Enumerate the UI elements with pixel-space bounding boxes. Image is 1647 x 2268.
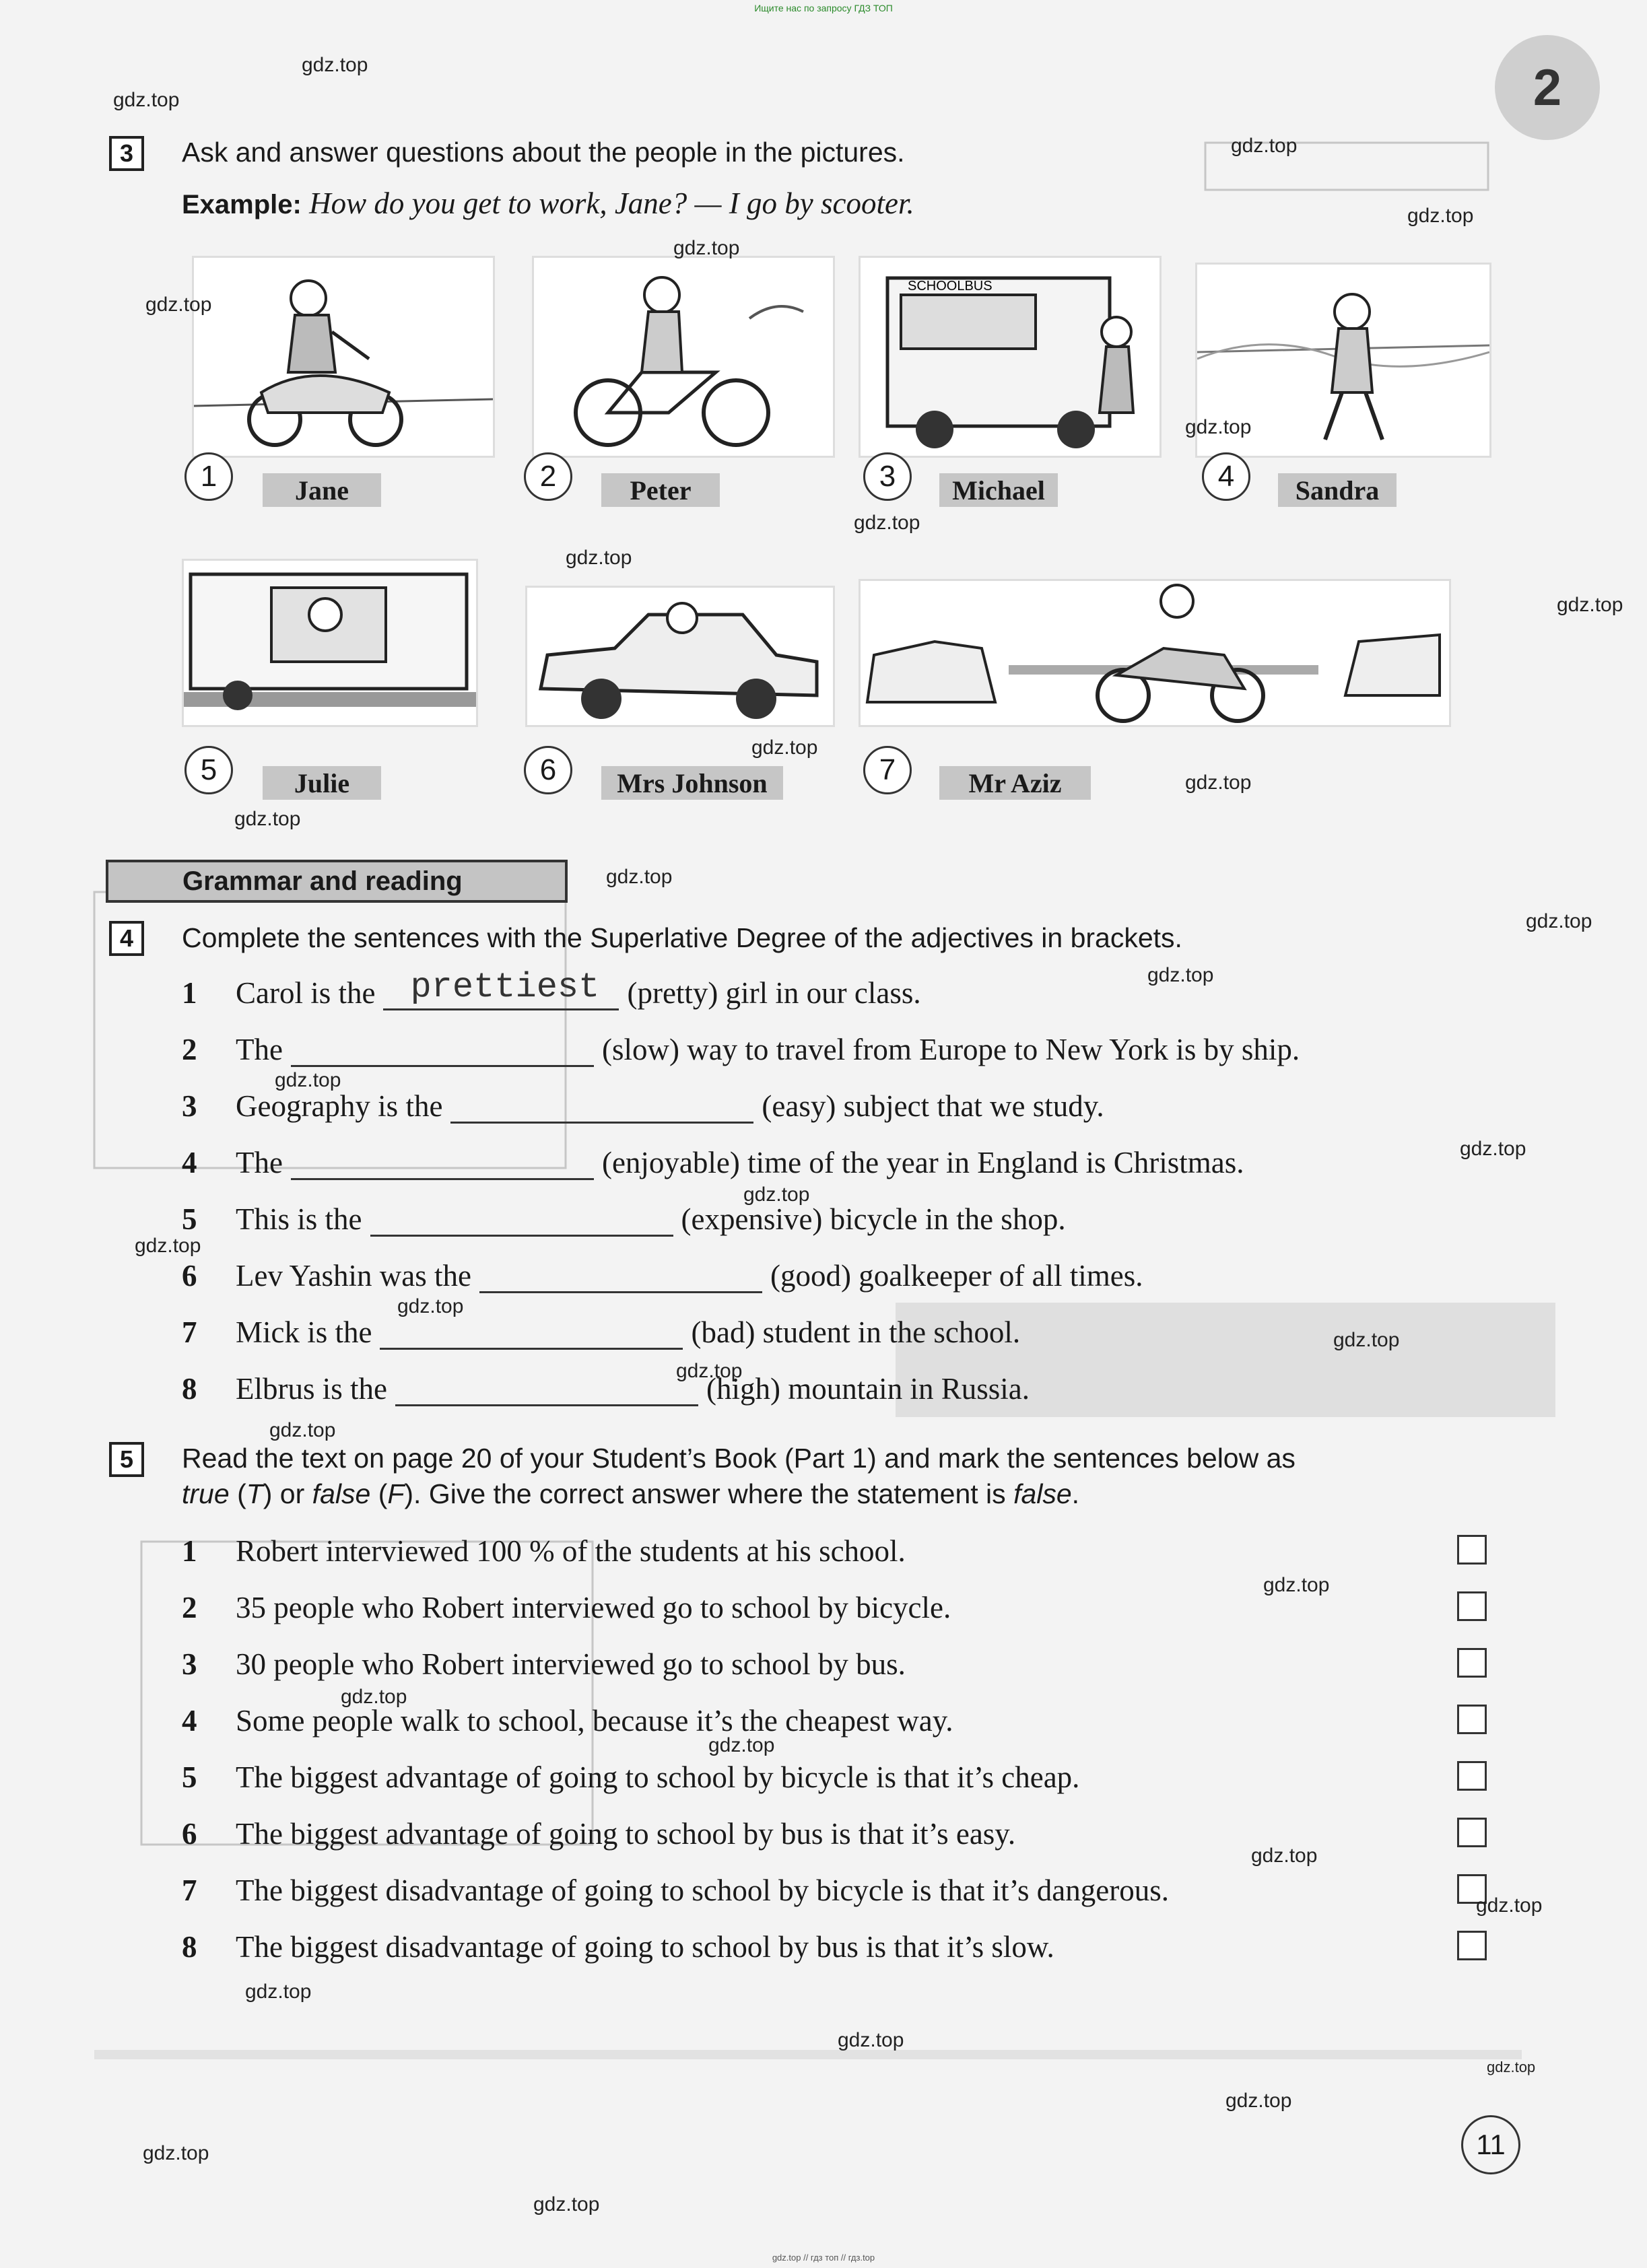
sentence-1: [182, 967, 921, 1010]
watermark: gdz.top: [135, 1235, 201, 1257]
watermark: gdz.top: [302, 54, 368, 76]
checkbox-statement-2[interactable]: [1457, 1591, 1487, 1621]
picture-number-6: 6: [524, 746, 572, 794]
exercise-3-number: 3: [109, 136, 144, 171]
watermark: gdz.top: [1526, 910, 1592, 932]
name-label-jane: Jane: [263, 473, 381, 507]
watermark: gdz.top: [1333, 1329, 1400, 1351]
picture-number-4: 4: [1202, 452, 1250, 501]
sentence-number: 8: [182, 1372, 197, 1406]
sentence-before: The: [236, 1146, 283, 1179]
watermark: gdz.top: [145, 294, 212, 316]
example-label: Example:: [182, 190, 302, 219]
sentence-number: 6: [182, 1259, 197, 1293]
watermark: gdz.top: [673, 237, 740, 259]
sentence-number: 7: [182, 1315, 197, 1349]
sentence-8: [182, 1369, 1030, 1406]
statement-4: 4 Some people walk to school, because it’s the cheapest way.: [182, 1704, 953, 1738]
sentence-4: [182, 1143, 1244, 1180]
answer-blank-6[interactable]: [479, 1256, 762, 1293]
watermark: gdz.top: [854, 512, 920, 534]
watermark: gdz.top: [397, 1295, 464, 1317]
sentence-before: Carol is the: [236, 976, 376, 1010]
answer-blank-1[interactable]: [383, 967, 619, 1010]
picture-number-3: 3: [863, 452, 912, 501]
sentence-after: (high) mountain in Russia.: [706, 1372, 1030, 1406]
checkbox-statement-1[interactable]: [1457, 1535, 1487, 1565]
watermark: gdz.top: [533, 2193, 600, 2215]
sentence-number: 3: [182, 1089, 197, 1123]
exercise-5-instruction-line-2: true (T) or false (F). Give the correct answer where the statement is false.: [182, 1478, 1080, 1509]
watermark: gdz.top: [1231, 135, 1298, 157]
checkbox-statement-5[interactable]: [1457, 1761, 1487, 1791]
picture-number-2: 2: [524, 452, 572, 501]
answer-blank-4[interactable]: [291, 1143, 594, 1180]
sentence-after: (good) goalkeeper of all times.: [770, 1259, 1143, 1293]
sentence-5: [182, 1200, 1066, 1237]
statement-1: 1 Robert interviewed 100 % of the students at his school.: [182, 1534, 906, 1568]
exercise-4-instruction: Complete the sentences with the Superlative Degree of the adjectives in brackets.: [182, 922, 1182, 953]
watermark: gdz.top: [234, 808, 301, 830]
sentence-before: Elbrus is the: [236, 1372, 387, 1406]
sentence-after: (pretty) girl in our class.: [627, 976, 921, 1010]
watermark: gdz.top: [1251, 1845, 1318, 1867]
answer-blank-2[interactable]: [291, 1030, 594, 1067]
sentence-after: (bad) student in the school.: [691, 1315, 1021, 1349]
scooter-illustration: [194, 258, 493, 456]
exercise-5-number: 5: [109, 1442, 144, 1477]
watermark: gdz.top: [708, 1734, 775, 1756]
watermark: gdz.top: [606, 866, 673, 888]
sentence-after: (slow) way to travel from Europe to New York is by ship.: [601, 1033, 1300, 1066]
watermark: gdz.top: [1185, 416, 1252, 438]
name-label-mrs-johnson: Mrs Johnson: [601, 766, 783, 800]
sentence-before: Mick is the: [236, 1315, 372, 1349]
watermark: gdz.top: [275, 1069, 341, 1091]
watermark: gdz.top: [1147, 964, 1214, 986]
sentence-7: [182, 1313, 1020, 1350]
watermark: gdz.top: [743, 1183, 810, 1206]
top-note: Ищите нас по запросу ГДЗ ТОП: [754, 3, 893, 13]
watermark: gdz.top: [1557, 594, 1623, 616]
answer-blank-3[interactable]: [450, 1087, 753, 1124]
picture-number-7: 7: [863, 746, 912, 794]
name-label-julie: Julie: [263, 766, 381, 800]
picture-mr-aziz-motorbike: [859, 579, 1451, 727]
schoolbus-illustration: [861, 258, 1159, 456]
section-heading-grammar-reading: Grammar and reading: [106, 860, 568, 903]
sentence-before: This is the: [236, 1202, 362, 1236]
watermark: gdz.top: [1460, 1138, 1526, 1160]
watermark: gdz.top: [1225, 2090, 1292, 2112]
exercise-4-number: 4: [109, 921, 144, 956]
name-label-peter: Peter: [601, 473, 720, 507]
sentence-after: (enjoyable) time of the year in England is Christmas.: [601, 1146, 1244, 1179]
picture-michael-schoolbus: [859, 256, 1162, 458]
sentence-after: (easy) subject that we study.: [762, 1089, 1104, 1123]
exercise-5-instruction-line-1: Read the text on page 20 of your Student’s Book (Part 1) and mark the sentences below as: [182, 1443, 1296, 1474]
statement-2: 2 35 people who Robert interviewed go to school by bicycle.: [182, 1591, 951, 1624]
handwritten-answer: prettiest: [410, 967, 600, 1007]
bus-sign: SCHOOLBUS: [908, 279, 993, 294]
name-label-sandra: Sandra: [1278, 473, 1397, 507]
checkbox-statement-6[interactable]: [1457, 1818, 1487, 1847]
watermark: gdz.top: [245, 1981, 312, 2003]
watermark: gdz.top: [676, 1360, 743, 1382]
statement-6: 6 The biggest advantage of going to school by bus is that it’s easy.: [182, 1817, 1016, 1851]
watermark: gdz.top: [838, 2029, 904, 2051]
watermark: gdz.top: [1185, 771, 1252, 794]
answer-blank-5[interactable]: [370, 1200, 673, 1237]
picture-jane-scooter: [192, 256, 495, 458]
sentence-after: (expensive) bicycle in the shop.: [681, 1202, 1066, 1236]
sentence-3: [182, 1087, 1104, 1124]
answer-blank-8[interactable]: [395, 1369, 698, 1406]
picture-mrs-johnson-car: [525, 586, 835, 727]
motorbike-illustration: [861, 581, 1449, 725]
picture-peter-bicycle: [532, 256, 835, 458]
sentence-number: 5: [182, 1202, 197, 1236]
picture-number-5: 5: [184, 746, 233, 794]
name-label-michael: Michael: [939, 473, 1058, 507]
sentence-number: 1: [182, 976, 197, 1010]
statement-8: 8 The biggest disadvantage of going to school by bus is that it’s slow.: [182, 1930, 1054, 1964]
sentence-2: [182, 1030, 1300, 1067]
exercise-3-instruction: Ask and answer questions about the people in the pictures.: [182, 137, 905, 168]
watermark: gdz.top: [1487, 2059, 1536, 2075]
sentence-before: Geography is the: [236, 1089, 443, 1123]
sentence-6: [182, 1256, 1143, 1293]
watermark: gdz.top: [566, 547, 632, 569]
watermark: gdz.top: [751, 736, 818, 759]
answer-blank-7[interactable]: [380, 1313, 683, 1350]
watermark: gdz.top: [113, 89, 180, 111]
statement-3: 3 30 people who Robert interviewed go to school by bus.: [182, 1647, 906, 1681]
unit-number-badge: 2: [1495, 35, 1600, 140]
exercise-3-example: [182, 186, 914, 221]
watermark: gdz.top: [269, 1419, 336, 1441]
bottom-note: gdz.top // гдз топ // гдз.top: [772, 2253, 875, 2263]
watermark: gdz.top: [1476, 1894, 1543, 1917]
sentence-number: 4: [182, 1146, 197, 1179]
sentence-before: The: [236, 1033, 283, 1066]
sentence-before: Lev Yashin was the: [236, 1259, 471, 1293]
checkbox-statement-3[interactable]: [1457, 1648, 1487, 1678]
checkbox-statement-4[interactable]: [1457, 1705, 1487, 1734]
page-number: 11: [1461, 2115, 1520, 2174]
watermark: gdz.top: [1263, 1574, 1330, 1596]
statement-7: 7 The biggest disadvantage of going to school by bicycle is that it’s dangerous.: [182, 1874, 1169, 1907]
name-label-mr-aziz: Mr Aziz: [939, 766, 1091, 800]
watermark: gdz.top: [341, 1686, 407, 1708]
picture-julie-train: [182, 559, 478, 727]
sentence-number: 2: [182, 1033, 197, 1066]
watermark: gdz.top: [1407, 205, 1474, 227]
statement-5: 5 The biggest advantage of going to school by bicycle is that it’s cheap.: [182, 1760, 1080, 1794]
train-illustration: [184, 561, 476, 725]
checkbox-statement-8[interactable]: [1457, 1931, 1487, 1960]
picture-number-1: 1: [184, 452, 233, 501]
bicycle-illustration: [534, 258, 833, 456]
watermark: gdz.top: [143, 2142, 209, 2164]
car-illustration: [527, 588, 833, 725]
example-text: How do you get to work, Jane? — I go by scooter.: [309, 186, 914, 220]
